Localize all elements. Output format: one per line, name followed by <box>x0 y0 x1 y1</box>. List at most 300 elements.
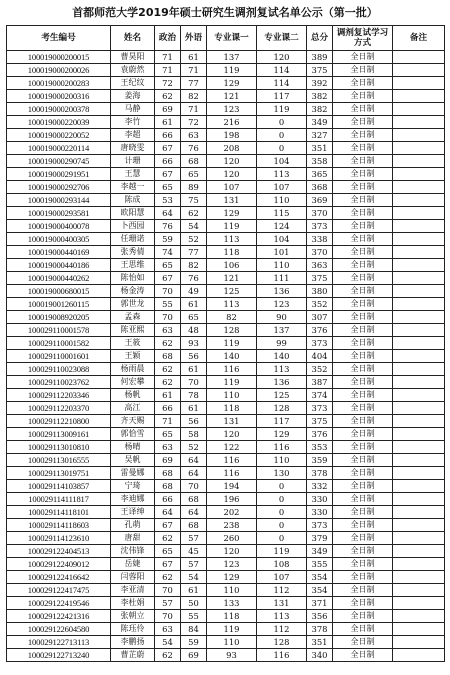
subject-1-score-cell: 93 <box>207 649 257 662</box>
table-row <box>7 194 445 207</box>
foreign-language-score-cell: 61 <box>181 51 207 64</box>
subject-1-score-cell: 196 <box>207 493 257 506</box>
subject-1-score-cell: 82 <box>207 311 257 324</box>
study-mode-cell: 全日制 <box>333 90 393 103</box>
subject-1-score-cell: 119 <box>207 623 257 636</box>
table-row <box>7 610 445 623</box>
study-mode-cell: 全日制 <box>333 129 393 142</box>
total-score-cell: 382 <box>307 103 333 116</box>
remarks-cell <box>393 103 445 116</box>
table-row <box>7 285 445 298</box>
foreign-language-score-cell: 58 <box>181 428 207 441</box>
total-score-cell: 352 <box>307 298 333 311</box>
foreign-language-score-cell: 70 <box>181 480 207 493</box>
remarks-cell <box>393 181 445 194</box>
remarks-cell <box>393 129 445 142</box>
name-cell: 唐晓雯 <box>111 142 155 155</box>
subject-2-score-cell: 0 <box>257 493 307 506</box>
header-subject-1: 专业课一 <box>207 26 257 51</box>
study-mode-cell: 全日制 <box>333 623 393 636</box>
header-name: 姓名 <box>111 26 155 51</box>
foreign-language-score-cell: 93 <box>181 337 207 350</box>
table-row <box>7 324 445 337</box>
study-mode-cell: 全日制 <box>333 259 393 272</box>
table-row <box>7 337 445 350</box>
total-score-cell: 374 <box>307 389 333 402</box>
study-mode-cell: 全日制 <box>333 415 393 428</box>
remarks-cell <box>393 441 445 454</box>
name-cell: 曹芷蔚 <box>111 649 155 662</box>
subject-2-score-cell: 0 <box>257 142 307 155</box>
remarks-cell <box>393 116 445 129</box>
politics-score-cell: 63 <box>155 441 181 454</box>
study-mode-cell: 全日制 <box>333 454 393 467</box>
name-cell: 王颖 <box>111 350 155 363</box>
total-score-cell: 368 <box>307 181 333 194</box>
study-mode-cell: 全日制 <box>333 636 393 649</box>
subject-1-score-cell: 120 <box>207 155 257 168</box>
foreign-language-score-cell: 52 <box>181 233 207 246</box>
table-row <box>7 129 445 142</box>
name-cell: 陈亚熙 <box>111 324 155 337</box>
politics-score-cell: 64 <box>155 207 181 220</box>
remarks-cell <box>393 350 445 363</box>
politics-score-cell: 76 <box>155 220 181 233</box>
header-candidate-id: 考生编号 <box>7 26 111 51</box>
table-row <box>7 77 445 90</box>
politics-score-cell: 62 <box>155 363 181 376</box>
politics-score-cell: 70 <box>155 311 181 324</box>
candidate-id-cell: 100029110001601 <box>7 350 111 363</box>
politics-score-cell: 62 <box>155 376 181 389</box>
subject-2-score-cell: 119 <box>257 103 307 116</box>
page-title: 首都师范大学2019年硕士研究生调剂复试名单公示（第一批） <box>72 6 378 19</box>
remarks-cell <box>393 285 445 298</box>
header-remarks: 备注 <box>393 26 445 51</box>
remarks-cell <box>393 467 445 480</box>
name-cell: 杨晴 <box>111 441 155 454</box>
total-score-cell: 376 <box>307 428 333 441</box>
name-cell: 陈成 <box>111 194 155 207</box>
subject-2-score-cell: 110 <box>257 194 307 207</box>
subject-2-score-cell: 136 <box>257 285 307 298</box>
remarks-cell <box>393 415 445 428</box>
subject-2-score-cell: 140 <box>257 350 307 363</box>
subject-2-score-cell: 0 <box>257 480 307 493</box>
table-row <box>7 155 445 168</box>
name-cell: 吴帆 <box>111 454 155 467</box>
subject-1-score-cell: 125 <box>207 285 257 298</box>
subject-2-score-cell: 107 <box>257 181 307 194</box>
politics-score-cell: 66 <box>155 493 181 506</box>
study-mode-cell: 全日制 <box>333 116 393 129</box>
politics-score-cell: 69 <box>155 103 181 116</box>
candidate-id-cell: 100019000220052 <box>7 129 111 142</box>
subject-1-score-cell: 110 <box>207 636 257 649</box>
table-row <box>7 493 445 506</box>
politics-score-cell: 66 <box>155 129 181 142</box>
table-row <box>7 467 445 480</box>
remarks-cell <box>393 194 445 207</box>
foreign-language-score-cell: 77 <box>181 77 207 90</box>
subject-2-score-cell: 0 <box>257 506 307 519</box>
subject-1-score-cell: 119 <box>207 220 257 233</box>
name-cell: 李杜娟 <box>111 597 155 610</box>
total-score-cell: 373 <box>307 337 333 350</box>
foreign-language-score-cell: 68 <box>181 519 207 532</box>
subject-1-score-cell: 107 <box>207 181 257 194</box>
subject-2-score-cell: 0 <box>257 116 307 129</box>
table-row <box>7 506 445 519</box>
foreign-language-score-cell: 55 <box>181 610 207 623</box>
total-score-cell: 352 <box>307 363 333 376</box>
subject-1-score-cell: 194 <box>207 480 257 493</box>
total-score-cell: 356 <box>307 610 333 623</box>
politics-score-cell: 70 <box>155 610 181 623</box>
admission-roster-table <box>6 25 445 662</box>
foreign-language-score-cell: 82 <box>181 90 207 103</box>
table-row <box>7 545 445 558</box>
remarks-cell <box>393 571 445 584</box>
foreign-language-score-cell: 71 <box>181 64 207 77</box>
politics-score-cell: 70 <box>155 285 181 298</box>
study-mode-cell: 全日制 <box>333 246 393 259</box>
subject-1-score-cell: 116 <box>207 363 257 376</box>
name-cell: 王思维 <box>111 259 155 272</box>
total-score-cell: 349 <box>307 545 333 558</box>
subject-1-score-cell: 113 <box>207 298 257 311</box>
name-cell: 李鹏扬 <box>111 636 155 649</box>
subject-1-score-cell: 119 <box>207 376 257 389</box>
remarks-cell <box>393 90 445 103</box>
subject-1-score-cell: 110 <box>207 584 257 597</box>
remarks-cell <box>393 389 445 402</box>
remarks-cell <box>393 337 445 350</box>
remarks-cell <box>393 363 445 376</box>
subject-2-score-cell: 136 <box>257 376 307 389</box>
candidate-id-cell: 100029114103857 <box>7 480 111 493</box>
subject-2-score-cell: 110 <box>257 454 307 467</box>
foreign-language-score-cell: 69 <box>181 649 207 662</box>
remarks-cell <box>393 480 445 493</box>
total-score-cell: 351 <box>307 142 333 155</box>
subject-2-score-cell: 114 <box>257 77 307 90</box>
table-row <box>7 220 445 233</box>
foreign-language-score-cell: 54 <box>181 571 207 584</box>
table-row <box>7 532 445 545</box>
total-score-cell: 354 <box>307 584 333 597</box>
politics-score-cell: 63 <box>155 623 181 636</box>
subject-1-score-cell: 137 <box>207 51 257 64</box>
total-score-cell: 370 <box>307 246 333 259</box>
foreign-language-score-cell: 78 <box>181 389 207 402</box>
candidate-id-cell: 100019000220114 <box>7 142 111 155</box>
subject-2-score-cell: 0 <box>257 532 307 545</box>
candidate-id-cell: 100029112210800 <box>7 415 111 428</box>
candidate-id-cell: 100029122713240 <box>7 649 111 662</box>
remarks-cell <box>393 428 445 441</box>
candidate-id-cell: 100029122416642 <box>7 571 111 584</box>
name-cell: 杨金涛 <box>111 285 155 298</box>
total-score-cell: 307 <box>307 311 333 324</box>
candidate-id-cell: 100029114123610 <box>7 532 111 545</box>
candidate-id-cell: 100029122404513 <box>7 545 111 558</box>
study-mode-cell: 全日制 <box>333 376 393 389</box>
politics-score-cell: 67 <box>155 142 181 155</box>
study-mode-cell: 全日制 <box>333 324 393 337</box>
candidate-id-cell: 100019000200316 <box>7 90 111 103</box>
candidate-id-cell: 100029113009161 <box>7 428 111 441</box>
table-row <box>7 90 445 103</box>
table-row <box>7 64 445 77</box>
study-mode-cell: 全日制 <box>333 194 393 207</box>
remarks-cell <box>393 649 445 662</box>
subject-2-score-cell: 128 <box>257 402 307 415</box>
remarks-cell <box>393 636 445 649</box>
table-row <box>7 259 445 272</box>
candidate-id-cell: 100019001260115 <box>7 298 111 311</box>
foreign-language-score-cell: 65 <box>181 311 207 324</box>
politics-score-cell: 59 <box>155 233 181 246</box>
total-score-cell: 370 <box>307 207 333 220</box>
foreign-language-score-cell: 48 <box>181 324 207 337</box>
candidate-id-cell: 100029122417475 <box>7 584 111 597</box>
header-study-mode: 调剂复试学习方式 <box>333 26 393 51</box>
remarks-cell <box>393 51 445 64</box>
total-score-cell: 373 <box>307 402 333 415</box>
candidate-id-cell: 100029114111817 <box>7 493 111 506</box>
remarks-cell <box>393 259 445 272</box>
subject-2-score-cell: 119 <box>257 545 307 558</box>
total-score-cell: 389 <box>307 51 333 64</box>
subject-2-score-cell: 0 <box>257 519 307 532</box>
study-mode-cell: 全日制 <box>333 155 393 168</box>
remarks-cell <box>393 597 445 610</box>
header-politics: 政治 <box>155 26 181 51</box>
politics-score-cell: 68 <box>155 467 181 480</box>
subject-1-score-cell: 131 <box>207 415 257 428</box>
study-mode-cell: 全日制 <box>333 558 393 571</box>
candidate-id-cell: 100019000680015 <box>7 285 111 298</box>
foreign-language-score-cell: 54 <box>181 220 207 233</box>
foreign-language-score-cell: 61 <box>181 584 207 597</box>
study-mode-cell: 全日制 <box>333 142 393 155</box>
candidate-id-cell: 100029110023762 <box>7 376 111 389</box>
total-score-cell: 382 <box>307 90 333 103</box>
study-mode-cell: 全日制 <box>333 493 393 506</box>
table-row <box>7 311 445 324</box>
total-score-cell: 373 <box>307 519 333 532</box>
table-row <box>7 415 445 428</box>
total-score-cell: 371 <box>307 597 333 610</box>
politics-score-cell: 57 <box>155 597 181 610</box>
politics-score-cell: 70 <box>155 584 181 597</box>
foreign-language-score-cell: 56 <box>181 415 207 428</box>
name-cell: 计珊 <box>111 155 155 168</box>
name-cell: 何宏攀 <box>111 376 155 389</box>
subject-1-score-cell: 216 <box>207 116 257 129</box>
foreign-language-score-cell: 59 <box>181 636 207 649</box>
remarks-cell <box>393 155 445 168</box>
table-row <box>7 376 445 389</box>
subject-1-score-cell: 129 <box>207 571 257 584</box>
total-score-cell: 363 <box>307 259 333 272</box>
study-mode-cell: 全日制 <box>333 441 393 454</box>
subject-1-score-cell: 106 <box>207 259 257 272</box>
subject-1-score-cell: 140 <box>207 350 257 363</box>
candidate-id-cell: 100019000440262 <box>7 272 111 285</box>
header-row <box>7 26 445 51</box>
table-row <box>7 441 445 454</box>
subject-2-score-cell: 128 <box>257 636 307 649</box>
name-cell: 卜西园 <box>111 220 155 233</box>
total-score-cell: 380 <box>307 285 333 298</box>
candidate-id-cell: 100029122713113 <box>7 636 111 649</box>
study-mode-cell: 全日制 <box>333 51 393 64</box>
total-score-cell: 378 <box>307 467 333 480</box>
subject-1-score-cell: 119 <box>207 337 257 350</box>
table-row <box>7 480 445 493</box>
total-score-cell: 332 <box>307 480 333 493</box>
subject-1-score-cell: 121 <box>207 272 257 285</box>
table-row <box>7 298 445 311</box>
table-row <box>7 402 445 415</box>
study-mode-cell: 全日制 <box>333 519 393 532</box>
candidate-id-cell: 100029110023088 <box>7 363 111 376</box>
name-cell: 陈怡如 <box>111 272 155 285</box>
total-score-cell: 330 <box>307 493 333 506</box>
name-cell: 李迪娜 <box>111 493 155 506</box>
candidate-id-cell: 100019000290745 <box>7 155 111 168</box>
subject-1-score-cell: 121 <box>207 90 257 103</box>
subject-2-score-cell: 137 <box>257 324 307 337</box>
candidate-id-cell: 100029112203370 <box>7 402 111 415</box>
candidate-id-cell: 100019000440169 <box>7 246 111 259</box>
candidate-id-cell: 100029113019751 <box>7 467 111 480</box>
study-mode-cell: 全日制 <box>333 298 393 311</box>
candidate-id-cell: 100029112203346 <box>7 389 111 402</box>
foreign-language-score-cell: 89 <box>181 181 207 194</box>
total-score-cell: 392 <box>307 77 333 90</box>
name-cell: 王筱 <box>111 337 155 350</box>
total-score-cell: 358 <box>307 155 333 168</box>
table-row <box>7 51 445 64</box>
politics-score-cell: 71 <box>155 415 181 428</box>
total-score-cell: 376 <box>307 324 333 337</box>
total-score-cell: 327 <box>307 129 333 142</box>
study-mode-cell: 全日制 <box>333 571 393 584</box>
candidate-id-cell: 100029122419546 <box>7 597 111 610</box>
table-row <box>7 207 445 220</box>
subject-2-score-cell: 113 <box>257 363 307 376</box>
foreign-language-score-cell: 75 <box>181 194 207 207</box>
politics-score-cell: 62 <box>155 90 181 103</box>
politics-score-cell: 69 <box>155 454 181 467</box>
table-row <box>7 454 445 467</box>
candidate-id-cell: 100019000293581 <box>7 207 111 220</box>
name-cell: 马静 <box>111 103 155 116</box>
total-score-cell: 365 <box>307 168 333 181</box>
study-mode-cell: 全日制 <box>333 220 393 233</box>
subject-2-score-cell: 130 <box>257 467 307 480</box>
header-subject-2: 专业课二 <box>257 26 307 51</box>
remarks-cell <box>393 402 445 415</box>
study-mode-cell: 全日制 <box>333 350 393 363</box>
total-score-cell: 359 <box>307 454 333 467</box>
table-row <box>7 636 445 649</box>
name-cell: 曹昊阳 <box>111 51 155 64</box>
subject-2-score-cell: 123 <box>257 298 307 311</box>
total-score-cell: 349 <box>307 116 333 129</box>
candidate-id-cell: 100029114118603 <box>7 519 111 532</box>
remarks-cell <box>393 272 445 285</box>
study-mode-cell: 全日制 <box>333 181 393 194</box>
subject-2-score-cell: 99 <box>257 337 307 350</box>
subject-1-score-cell: 238 <box>207 519 257 532</box>
subject-2-score-cell: 107 <box>257 571 307 584</box>
subject-1-score-cell: 116 <box>207 454 257 467</box>
name-cell: 王译绅 <box>111 506 155 519</box>
study-mode-cell: 全日制 <box>333 532 393 545</box>
table-row <box>7 181 445 194</box>
politics-score-cell: 65 <box>155 545 181 558</box>
name-cell: 王纪纹 <box>111 77 155 90</box>
study-mode-cell: 全日制 <box>333 506 393 519</box>
name-cell: 张秀倩 <box>111 246 155 259</box>
politics-score-cell: 71 <box>155 51 181 64</box>
subject-1-score-cell: 198 <box>207 129 257 142</box>
name-cell: 齐天赐 <box>111 415 155 428</box>
remarks-cell <box>393 623 445 636</box>
total-score-cell: 338 <box>307 233 333 246</box>
study-mode-cell: 全日制 <box>333 272 393 285</box>
foreign-language-score-cell: 65 <box>181 168 207 181</box>
study-mode-cell: 全日制 <box>333 103 393 116</box>
name-cell: 李亚清 <box>111 584 155 597</box>
study-mode-cell: 全日制 <box>333 285 393 298</box>
study-mode-cell: 全日制 <box>333 545 393 558</box>
name-cell: 郭恰雪 <box>111 428 155 441</box>
total-score-cell: 387 <box>307 376 333 389</box>
name-cell: 李越一 <box>111 181 155 194</box>
study-mode-cell: 全日制 <box>333 363 393 376</box>
total-score-cell: 351 <box>307 636 333 649</box>
name-cell: 高江 <box>111 402 155 415</box>
remarks-cell <box>393 220 445 233</box>
remarks-cell <box>393 454 445 467</box>
subject-2-score-cell: 108 <box>257 558 307 571</box>
name-cell: 李超 <box>111 129 155 142</box>
politics-score-cell: 62 <box>155 571 181 584</box>
candidate-id-cell: 100019000200015 <box>7 51 111 64</box>
total-score-cell: 330 <box>307 506 333 519</box>
subject-1-score-cell: 113 <box>207 233 257 246</box>
candidate-id-cell: 100029122409012 <box>7 558 111 571</box>
politics-score-cell: 55 <box>155 298 181 311</box>
subject-2-score-cell: 112 <box>257 623 307 636</box>
politics-score-cell: 63 <box>155 324 181 337</box>
foreign-language-score-cell: 61 <box>181 363 207 376</box>
remarks-cell <box>393 311 445 324</box>
subject-2-score-cell: 120 <box>257 51 307 64</box>
name-cell: 闫蓉阳 <box>111 571 155 584</box>
header-total: 总分 <box>307 26 333 51</box>
foreign-language-score-cell: 57 <box>181 532 207 545</box>
foreign-language-score-cell: 61 <box>181 298 207 311</box>
politics-score-cell: 65 <box>155 428 181 441</box>
study-mode-cell: 全日制 <box>333 480 393 493</box>
table-row <box>7 571 445 584</box>
